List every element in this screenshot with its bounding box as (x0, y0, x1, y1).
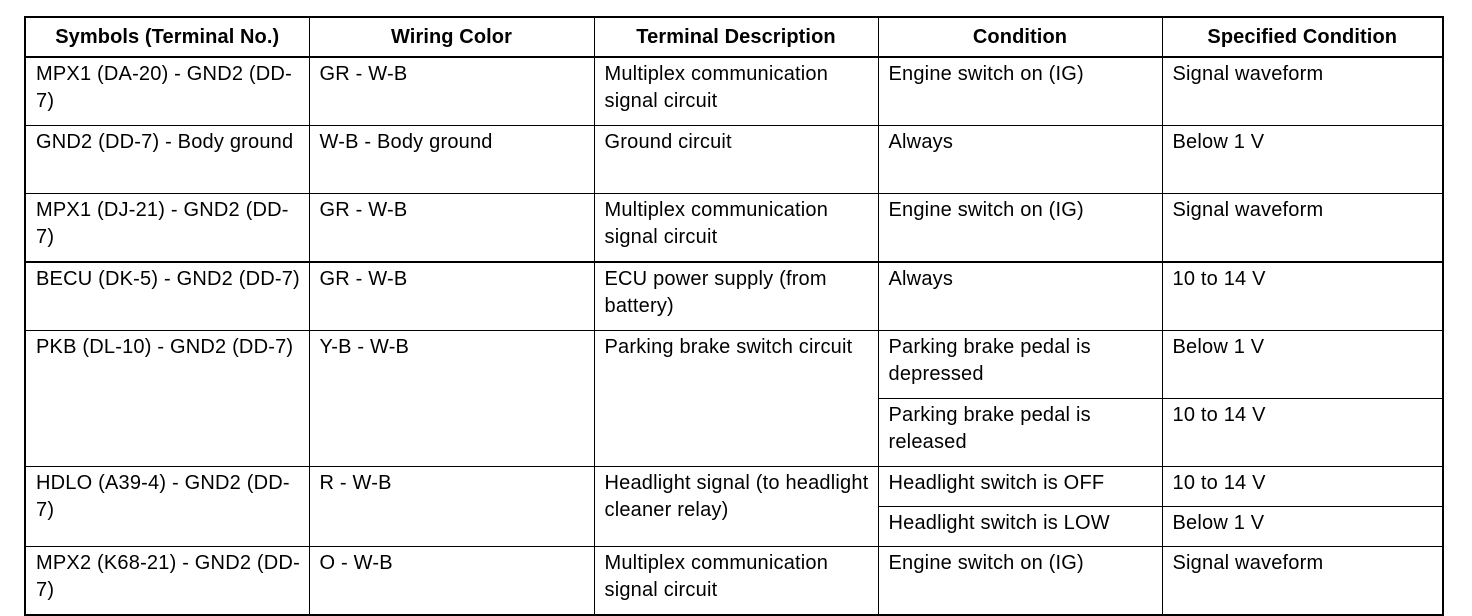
description-cell: Parking brake switch circuit (594, 331, 878, 467)
header-terminal-description: Terminal Description (594, 17, 878, 57)
description-cell: ECU power supply (from battery) (594, 262, 878, 331)
table-row (25, 331, 1443, 399)
wiring-color-cell: W-B - Body ground (309, 126, 594, 194)
specified-condition-cell: Signal waveform (1162, 194, 1443, 263)
description-cell: Headlight signal (to headlight cleaner relay) (594, 467, 878, 547)
header-condition: Condition (878, 17, 1162, 57)
wiring-color-cell: Y-B - W-B (309, 331, 594, 467)
specified-condition-cell: Below 1 V (1162, 507, 1443, 547)
description-cell: Multiplex communication signal circuit (594, 57, 878, 126)
specified-condition-cell: 10 to 14 V (1162, 467, 1443, 507)
condition-cell: Engine switch on (IG) (878, 57, 1162, 126)
wiring-color-cell: GR - W-B (309, 262, 594, 331)
condition-cell: Parking brake pedal is depressed (878, 331, 1162, 399)
terminal-inspection-table (24, 16, 1444, 616)
condition-cell: Engine switch on (IG) (878, 547, 1162, 616)
table-row (25, 126, 1443, 194)
condition-cell: Parking brake pedal is released (878, 399, 1162, 467)
specified-condition-cell: 10 to 14 V (1162, 399, 1443, 467)
condition-cell: Always (878, 126, 1162, 194)
table-row (25, 57, 1443, 126)
condition-cell: Always (878, 262, 1162, 331)
header-row (25, 17, 1443, 57)
specified-condition-cell: Signal waveform (1162, 57, 1443, 126)
symbol-cell: HDLO (A39-4) - GND2 (DD-7) (25, 467, 309, 547)
symbol-cell: MPX1 (DJ-21) - GND2 (DD-7) (25, 194, 309, 263)
wiring-color-cell: R - W-B (309, 467, 594, 547)
wiring-color-cell: GR - W-B (309, 57, 594, 126)
symbol-cell: MPX2 (K68-21) - GND2 (DD-7) (25, 547, 309, 616)
symbol-cell: PKB (DL-10) - GND2 (DD-7) (25, 331, 309, 467)
specified-condition-cell: Signal waveform (1162, 547, 1443, 616)
table-row (25, 194, 1443, 263)
specified-condition-cell: Below 1 V (1162, 331, 1443, 399)
table-row (25, 262, 1443, 331)
description-cell: Multiplex communication signal circuit (594, 194, 878, 263)
header-symbols: Symbols (Terminal No.) (25, 17, 309, 57)
symbol-cell: BECU (DK-5) - GND2 (DD-7) (25, 262, 309, 331)
condition-cell: Headlight switch is OFF (878, 467, 1162, 507)
description-cell: Multiplex communication signal circuit (594, 547, 878, 616)
description-cell: Ground circuit (594, 126, 878, 194)
specified-condition-cell: 10 to 14 V (1162, 262, 1443, 331)
table-row (25, 467, 1443, 507)
table-row (25, 547, 1443, 616)
symbol-cell: GND2 (DD-7) - Body ground (25, 126, 309, 194)
symbol-cell: MPX1 (DA-20) - GND2 (DD-7) (25, 57, 309, 126)
condition-cell: Headlight switch is LOW (878, 507, 1162, 547)
wiring-color-cell: O - W-B (309, 547, 594, 616)
header-wiring-color: Wiring Color (309, 17, 594, 57)
condition-cell: Engine switch on (IG) (878, 194, 1162, 263)
header-specified-condition: Specified Condition (1162, 17, 1443, 57)
wiring-color-cell: GR - W-B (309, 194, 594, 263)
specified-condition-cell: Below 1 V (1162, 126, 1443, 194)
